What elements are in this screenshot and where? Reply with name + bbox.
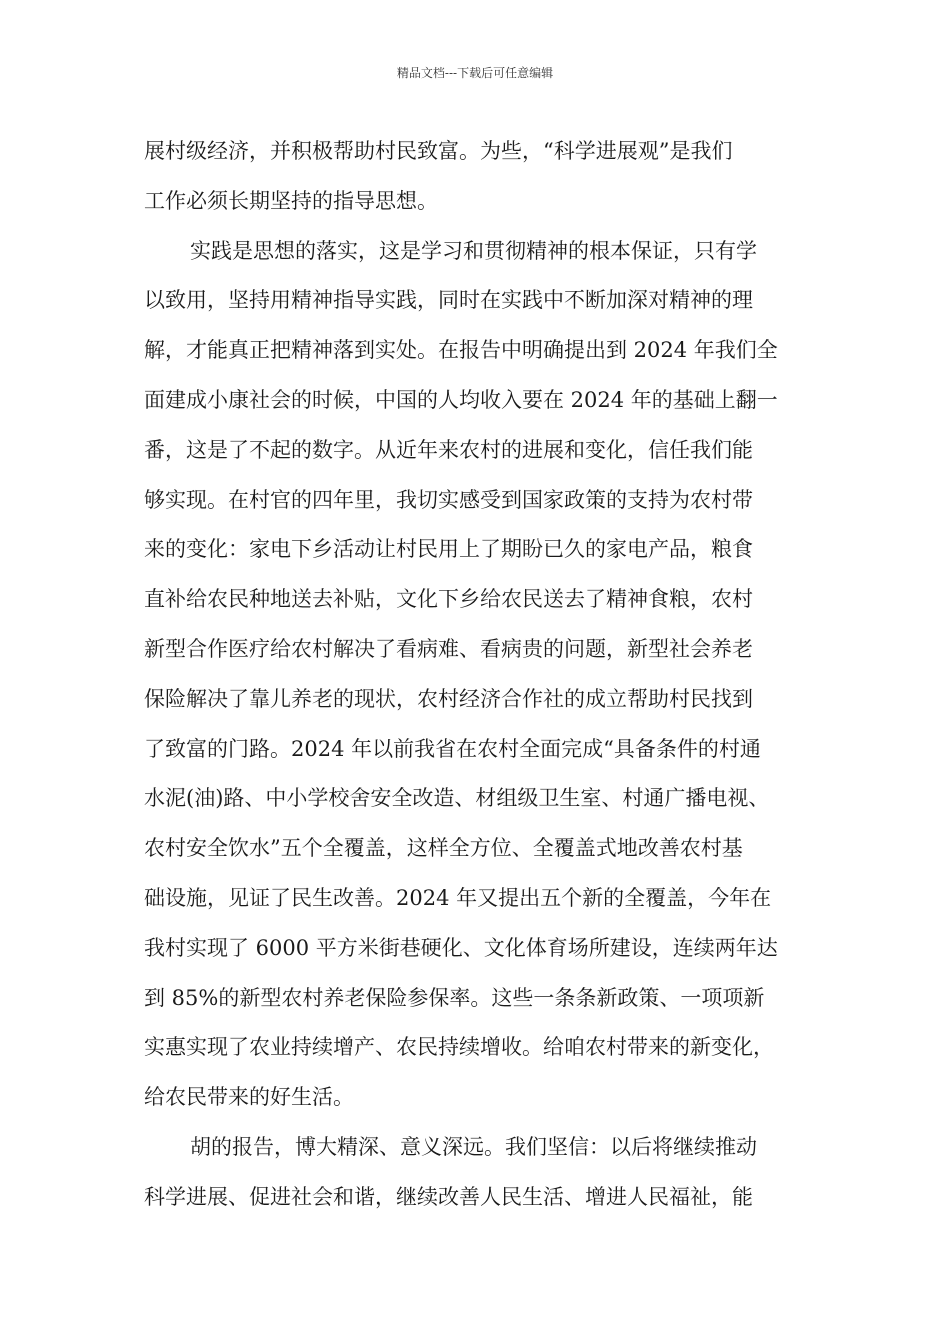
text-line: 解，才能真正把精神落到实处。在报告中明确提出到 2024 年我们全 (144, 338, 778, 363)
text-line: 我村实现了 6000 平方米街巷硬化、文化体育场所建设，连续两年达 (144, 935, 778, 960)
text-line: 面建成小康社会的时候，中国的人均收入要在 2024 年的基础上翻一 (144, 387, 778, 412)
text-line: 展村级经济，并积极帮助村民致富。为些，“科学进展观”是我们 (144, 139, 733, 163)
text-line: 到 85%的新型农村养老保险参保率。这些一条条新政策、一项项新 (144, 985, 765, 1010)
text-line: 实惠实现了农业持续增产、农民持续增收。给咱农村带来的新变化， (144, 1035, 774, 1060)
text-line: 番，这是了不起的数字。从近年来农村的进展和变化，信任我们能 (144, 437, 753, 462)
text-line: 了致富的门路。2024 年以前我省在农村全面完成“具备条件的村通 (144, 736, 761, 761)
text-line: 础设施，见证了民生改善。2024 年又提出五个新的全覆盖，今年在 (144, 885, 772, 910)
text-line: 够实现。在村官的四年里，我切实感受到国家政策的支持为农村带 (144, 487, 753, 512)
text-line: 来的变化：家电下乡活动让村民用上了期盼已久的家电产品，粮食 (144, 537, 753, 562)
page-header: 精品文档---下载后可任意编辑 (396, 66, 554, 80)
text-line: 农村安全饮水”五个全覆盖，这样全方位、全覆盖式地改善农村基 (144, 836, 743, 861)
text-line: 以致用，坚持用精神指导实践，同时在实践中不断加深对精神的理 (144, 288, 753, 313)
text-line: 给农民带来的好生活。 (144, 1085, 354, 1110)
body-text (144, 127, 844, 1223)
text-line: 工作必须长期坚持的指导思想。 (144, 188, 438, 213)
text-line: 直补给农民种地送去补贴，文化下乡给农民送去了精神食粮，农村 (144, 587, 753, 612)
paragraph-start-line: 实践是思想的落实，这是学习和贯彻精神的根本保证，只有学 (190, 238, 757, 263)
text-line: 保险解决了靠儿养老的现状，农村经济合作社的成立帮助村民找到 (144, 686, 753, 711)
text-line: 水泥(油)路、中小学校舍安全改造、材组级卫生室、村通广播电视、 (144, 786, 770, 811)
text-line: 新型合作医疗给农村解决了看病难、看病贵的问题，新型社会养老 (144, 636, 753, 661)
paragraph-start-line: 胡的报告，博大精深、意义深远。我们坚信：以后将继续推动 (190, 1134, 757, 1159)
text-line: 科学进展、促进社会和谐，继续改善人民生活、增进人民福祉，能 (144, 1184, 753, 1209)
